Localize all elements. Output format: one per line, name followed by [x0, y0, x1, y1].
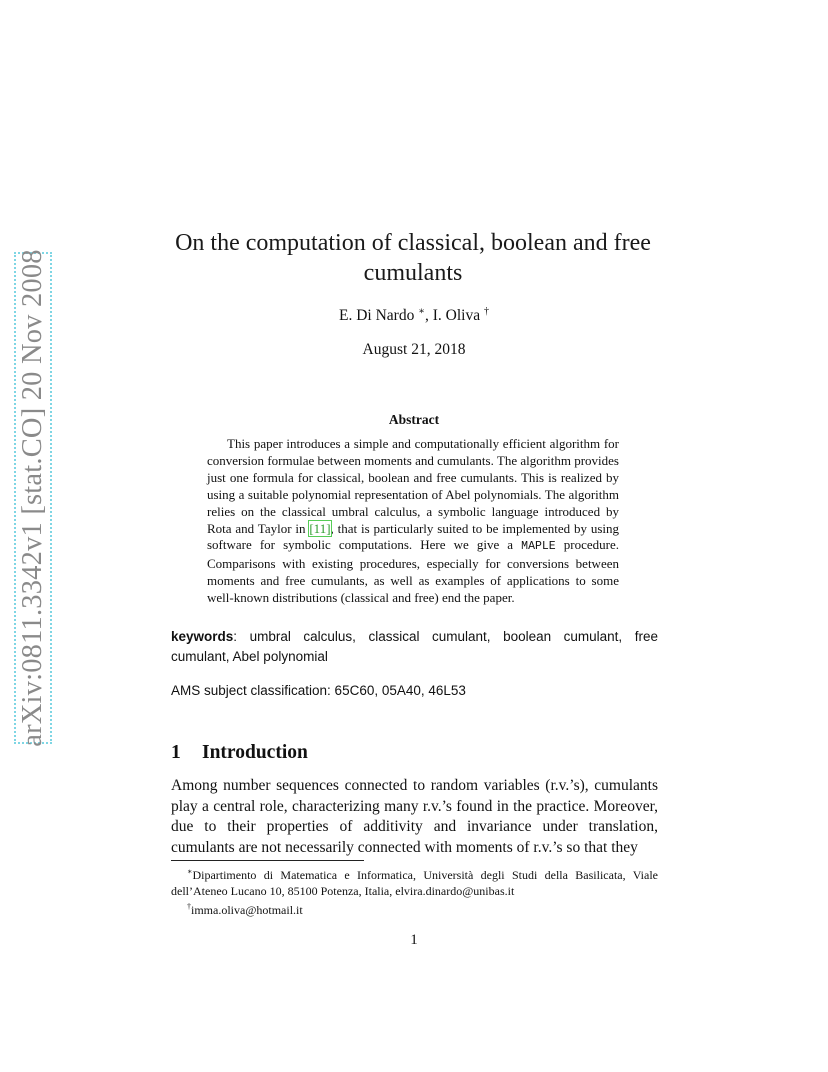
citation-link[interactable]: [11]	[309, 520, 331, 536]
keywords-label: keywords	[171, 629, 234, 644]
arxiv-stamp	[14, 249, 52, 747]
footnote-mark: †	[187, 902, 191, 911]
footnote-1	[171, 864, 658, 899]
footnote-mark: ∗	[187, 867, 193, 876]
author-separator: ,	[425, 307, 433, 325]
footnote-rule	[171, 860, 364, 861]
author-name: E. Di Nardo	[339, 307, 419, 325]
abstract-heading: Abstract	[388, 412, 440, 427]
footnote-2	[171, 899, 658, 919]
footnote-marker[interactable]: ∗	[418, 306, 425, 317]
footnote-marker[interactable]: †	[483, 306, 489, 317]
abstract-part: procedure. Comparisons with existing procedures, especially for conversions between moments and free cumulants, as well as examples of applications to some well-known distributions (classical and free) end the paper.	[207, 537, 619, 606]
section-title: Introduction	[202, 742, 308, 763]
paper-title: On the computation of classical, boolean and free cumulants	[175, 230, 651, 286]
keywords-text: : umbral calculus, classical cumulant, boolean cumulant, free cumulant, Abel polynomial	[171, 629, 658, 664]
footnote-text: imma.oliva@hotmail.it	[191, 903, 303, 917]
footnote-text: Dipartimento di Matematica e Informatica, Università degli Studi della Basilicata, Viale dell’Ateneo Lucano 10, 85100 Potenza, Italia, elvira.dinardo@unibas.it	[171, 868, 658, 898]
section-heading	[171, 742, 308, 764]
intro-paragraph: Among number sequences connected to random variables (r.v.’s), cumulants play a central role, characterizing many r.v.’s found in the practice. Moreover, due to their properties of additivity and invariance under translation, cumulants are not necessarily connected with moments of r.v.’s so that they	[171, 777, 658, 856]
footnotes	[171, 864, 658, 919]
section-number: 1	[171, 742, 181, 763]
maple-name: MAPLE	[521, 540, 556, 554]
author-list	[0, 306, 828, 325]
abstract-part: , that is particularly suited to be implemented by using software for symbolic computations. Here we give a	[207, 520, 619, 553]
abstract-part: This paper introduces a simple and computationally efficient algorithm for conversion formulae between moments and cumulants. The algorithm provides just one formula for classical, boolean and free cumulants. This is realized by using a suitable polynomial representation of Abel polynomials. The algorithm relies on the classical umbral calculus, a symbolic language introduced by Rota and Taylor in	[207, 436, 619, 536]
author-name: I. Oliva	[432, 307, 484, 325]
page-number: 1	[410, 932, 418, 948]
ams-classification: AMS subject classification: 65C60, 05A40, 46L53	[171, 683, 466, 698]
keywords	[171, 627, 658, 667]
paper-date: August 21, 2018	[362, 341, 466, 358]
abstract-text	[207, 436, 619, 607]
arxiv-stamp-text: arXiv:0811.3342v1 [stat.CO] 20 Nov 2008	[17, 249, 48, 747]
